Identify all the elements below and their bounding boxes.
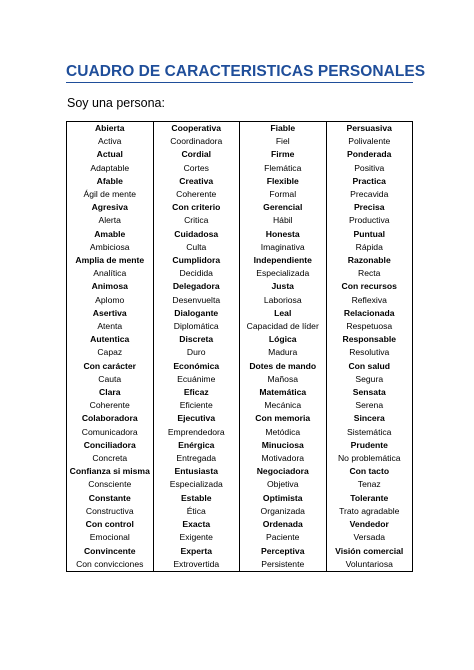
- table-cell: Colaboradora: [67, 412, 154, 425]
- table-cell: Cordial: [153, 148, 240, 161]
- table-cell: Objetiva: [240, 478, 327, 491]
- table-cell: Consciente: [67, 478, 154, 491]
- table-cell: Amable: [67, 228, 154, 241]
- table-cell: Con control: [67, 518, 154, 531]
- characteristics-table-body: [67, 122, 413, 572]
- table-cell: Eficaz: [153, 386, 240, 399]
- table-cell: Especializada: [240, 267, 327, 280]
- table-row: [67, 426, 413, 439]
- table-cell: Ecuánime: [153, 373, 240, 386]
- table-cell: Relacionada: [326, 307, 413, 320]
- table-cell: Ordenada: [240, 518, 327, 531]
- table-cell: Concreta: [67, 452, 154, 465]
- table-cell: Duro: [153, 346, 240, 359]
- table-cell: Dotes de mando: [240, 360, 327, 373]
- table-cell: Persistente: [240, 558, 327, 572]
- table-cell: Cortes: [153, 162, 240, 175]
- table-cell: Polivalente: [326, 135, 413, 148]
- table-cell: Gerencial: [240, 201, 327, 214]
- table-cell: Analítica: [67, 267, 154, 280]
- table-cell: Entusiasta: [153, 465, 240, 478]
- table-cell: Rápida: [326, 241, 413, 254]
- table-cell: Convincente: [67, 545, 154, 558]
- table-row: [67, 360, 413, 373]
- table-cell: Critica: [153, 214, 240, 227]
- table-cell: Abierta: [67, 122, 154, 136]
- table-cell: Justa: [240, 280, 327, 293]
- table-cell: Emocional: [67, 531, 154, 544]
- table-cell: Independiente: [240, 254, 327, 267]
- table-cell: Visión comercial: [326, 545, 413, 558]
- table-cell: Ejecutiva: [153, 412, 240, 425]
- table-row: [67, 214, 413, 227]
- table-row: [67, 307, 413, 320]
- table-row: [67, 386, 413, 399]
- intro-text: Soy una persona:: [67, 96, 165, 110]
- table-cell: Decidida: [153, 267, 240, 280]
- table-cell: Capacidad de líder: [240, 320, 327, 333]
- table-cell: Reflexiva: [326, 294, 413, 307]
- table-cell: Actual: [67, 148, 154, 161]
- table-cell: Precisa: [326, 201, 413, 214]
- table-row: [67, 518, 413, 531]
- table-row: [67, 531, 413, 544]
- table-cell: Clara: [67, 386, 154, 399]
- table-cell: Coherente: [153, 188, 240, 201]
- table-row: [67, 492, 413, 505]
- table-cell: Perceptiva: [240, 545, 327, 558]
- table-cell: Ética: [153, 505, 240, 518]
- table-cell: Animosa: [67, 280, 154, 293]
- table-cell: Exacta: [153, 518, 240, 531]
- table-cell: No problemática: [326, 452, 413, 465]
- table-cell: Culta: [153, 241, 240, 254]
- table-row: [67, 320, 413, 333]
- table-cell: Confianza si misma: [67, 465, 154, 478]
- table-row: [67, 280, 413, 293]
- table-cell: Activa: [67, 135, 154, 148]
- table-row: [67, 452, 413, 465]
- table-cell: Voluntariosa: [326, 558, 413, 572]
- table-cell: Atenta: [67, 320, 154, 333]
- table-cell: Positiva: [326, 162, 413, 175]
- table-cell: Cauta: [67, 373, 154, 386]
- table-cell: Hábil: [240, 214, 327, 227]
- table-cell: Versada: [326, 531, 413, 544]
- table-cell: Segura: [326, 373, 413, 386]
- table-cell: Creativa: [153, 175, 240, 188]
- table-cell: Sensata: [326, 386, 413, 399]
- table-cell: Constructiva: [67, 505, 154, 518]
- table-cell: Entregada: [153, 452, 240, 465]
- table-cell: Optimista: [240, 492, 327, 505]
- table-cell: Recta: [326, 267, 413, 280]
- table-cell: Afable: [67, 175, 154, 188]
- table-row: [67, 188, 413, 201]
- table-row: [67, 228, 413, 241]
- table-cell: Comunicadora: [67, 426, 154, 439]
- table-cell: Con memoria: [240, 412, 327, 425]
- table-cell: Razonable: [326, 254, 413, 267]
- table-cell: Constante: [67, 492, 154, 505]
- table-cell: Precavida: [326, 188, 413, 201]
- table-row: [67, 267, 413, 280]
- table-cell: Negociadora: [240, 465, 327, 478]
- table-cell: Capaz: [67, 346, 154, 359]
- table-cell: Autentica: [67, 333, 154, 346]
- table-cell: Con criterio: [153, 201, 240, 214]
- table-cell: Dialogante: [153, 307, 240, 320]
- table-row: [67, 162, 413, 175]
- table-cell: Flemática: [240, 162, 327, 175]
- table-cell: Matemática: [240, 386, 327, 399]
- table-row: [67, 505, 413, 518]
- table-cell: Diplomática: [153, 320, 240, 333]
- table-cell: Ágil de mente: [67, 188, 154, 201]
- table-cell: Productiva: [326, 214, 413, 227]
- table-cell: Fiable: [240, 122, 327, 136]
- table-cell: Puntual: [326, 228, 413, 241]
- table-cell: Paciente: [240, 531, 327, 544]
- table-cell: Flexible: [240, 175, 327, 188]
- table-cell: Exigente: [153, 531, 240, 544]
- table-cell: Económica: [153, 360, 240, 373]
- table-cell: Coordinadora: [153, 135, 240, 148]
- table-row: [67, 478, 413, 491]
- table-cell: Leal: [240, 307, 327, 320]
- table-cell: Especializada: [153, 478, 240, 491]
- table-cell: Resolutiva: [326, 346, 413, 359]
- table-cell: Mecánica: [240, 399, 327, 412]
- table-cell: Estable: [153, 492, 240, 505]
- table-row: [67, 135, 413, 148]
- table-cell: Serena: [326, 399, 413, 412]
- table-row: [67, 333, 413, 346]
- table-row: [67, 254, 413, 267]
- table-row: [67, 241, 413, 254]
- table-cell: Persuasiva: [326, 122, 413, 136]
- table-row: [67, 412, 413, 425]
- table-row: [67, 294, 413, 307]
- table-cell: Sistemática: [326, 426, 413, 439]
- table-cell: Minuciosa: [240, 439, 327, 452]
- table-cell: Enérgica: [153, 439, 240, 452]
- characteristics-table: [66, 121, 413, 572]
- table-cell: Cuidadosa: [153, 228, 240, 241]
- table-cell: Tenaz: [326, 478, 413, 491]
- table-row: [67, 175, 413, 188]
- table-row: [67, 399, 413, 412]
- table-cell: Adaptable: [67, 162, 154, 175]
- table-cell: Con recursos: [326, 280, 413, 293]
- table-cell: Desenvuelta: [153, 294, 240, 307]
- table-row: [67, 558, 413, 572]
- table-cell: Responsable: [326, 333, 413, 346]
- table-cell: Aplomo: [67, 294, 154, 307]
- table-cell: Mañosa: [240, 373, 327, 386]
- table-cell: Organizada: [240, 505, 327, 518]
- table-cell: Honesta: [240, 228, 327, 241]
- table-cell: Emprendedora: [153, 426, 240, 439]
- table-cell: Fiel: [240, 135, 327, 148]
- table-cell: Conciliadora: [67, 439, 154, 452]
- table-cell: Con salud: [326, 360, 413, 373]
- table-cell: Experta: [153, 545, 240, 558]
- table-cell: Ponderada: [326, 148, 413, 161]
- table-row: [67, 148, 413, 161]
- table-cell: Con carácter: [67, 360, 154, 373]
- title-underline: [66, 82, 413, 83]
- table-cell: Alerta: [67, 214, 154, 227]
- table-cell: Practica: [326, 175, 413, 188]
- table-cell: Prudente: [326, 439, 413, 452]
- table-cell: Lógica: [240, 333, 327, 346]
- table-cell: Formal: [240, 188, 327, 201]
- table-cell: Laboriosa: [240, 294, 327, 307]
- table-cell: Delegadora: [153, 280, 240, 293]
- table-cell: Agresiva: [67, 201, 154, 214]
- page-title: CUADRO DE CARACTERISTICAS PERSONALES: [66, 63, 426, 80]
- table-cell: Vendedor: [326, 518, 413, 531]
- table-cell: Metódica: [240, 426, 327, 439]
- table-cell: Motivadora: [240, 452, 327, 465]
- table-row: [67, 201, 413, 214]
- table-row: [67, 373, 413, 386]
- table-row: [67, 439, 413, 452]
- table-cell: Extrovertida: [153, 558, 240, 572]
- table-cell: Asertiva: [67, 307, 154, 320]
- table-cell: Sincera: [326, 412, 413, 425]
- table-cell: Discreta: [153, 333, 240, 346]
- table-row: [67, 122, 413, 136]
- table-cell: Madura: [240, 346, 327, 359]
- table-cell: Firme: [240, 148, 327, 161]
- table-row: [67, 346, 413, 359]
- table-cell: Amplia de mente: [67, 254, 154, 267]
- table-cell: Con convicciones: [67, 558, 154, 572]
- table-cell: Coherente: [67, 399, 154, 412]
- table-cell: Tolerante: [326, 492, 413, 505]
- table-row: [67, 465, 413, 478]
- table-row: [67, 545, 413, 558]
- table-cell: Con tacto: [326, 465, 413, 478]
- table-cell: Trato agradable: [326, 505, 413, 518]
- table-cell: Cumplidora: [153, 254, 240, 267]
- table-cell: Respetuosa: [326, 320, 413, 333]
- table-cell: Eficiente: [153, 399, 240, 412]
- table-cell: Imaginativa: [240, 241, 327, 254]
- table-cell: Cooperativa: [153, 122, 240, 136]
- table-cell: Ambiciosa: [67, 241, 154, 254]
